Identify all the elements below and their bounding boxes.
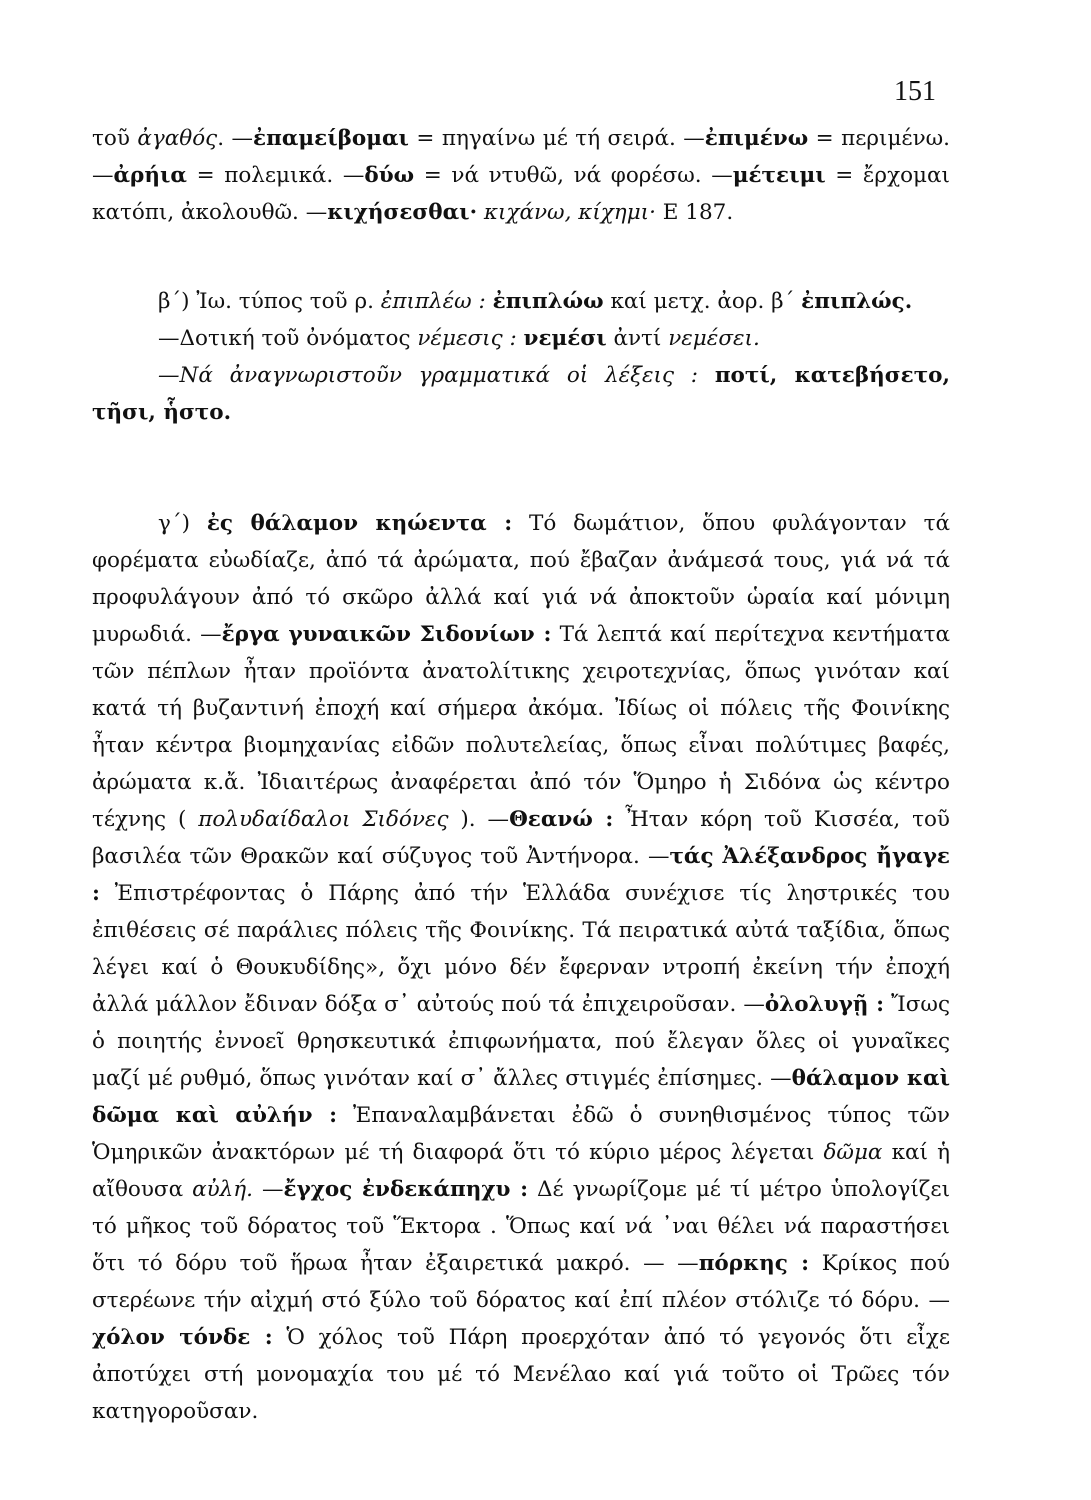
headword: ἀρήια [113,163,187,188]
glossary-section-gamma [92,505,950,1430]
text-run: β΄) Ἰω. τύπος τοῦ ρ. [158,289,381,314]
headword: ποτί, κατεβήσετο, τῆσι, ἧστο. [92,363,950,425]
text-run: γ΄) [158,511,207,536]
headword: πόρκης : [698,1251,810,1276]
italic-term: ἐπιπλέω : [380,289,486,314]
text-run: = νά ντυθῶ, νά φορέσω. — [414,163,733,188]
italic-term: πολυδαίδαλοι Σιδόνες [198,807,449,832]
headword: ἔργα γυναικῶν Σιδονίων : [221,622,552,647]
italic-term: κιχάνω, κίχημι· [483,200,656,225]
text-run: Ε 187. [655,200,734,225]
headword: τάς Ἀλέξανδρος ἤγαγε : [92,844,950,906]
text-run: ). — [448,807,510,832]
text-run: Ὁ χόλος τοῦ Πάρη προερχόταν ἀπό τό γεγονός ὅτι εἶχε ἀποτύχει στή μονομαχία του μέ τό Μενέλαο καί γιά τοῦτο οἱ Τρῶες τόν κατηγοροῦσαν. [92,1325,951,1424]
headword: θάλαμον καὶ δῶμα καὶ αὐλήν : [92,1066,950,1128]
headword: ἐπιμένω [704,126,809,151]
headword: κιχήσεσθαι· [327,200,478,225]
text-run: Ἦταν κόρη τοῦ Κισσέα, τοῦ βασιλέα τῶν Θρακῶν καί σύζυγος τοῦ Ἀντήνορα. — [92,807,951,869]
headword: ἐπιπλώς. [801,289,913,314]
glossary-paragraph-1 [92,120,950,231]
glossary-line [92,320,950,357]
headword: χόλον τόνδε : [92,1325,273,1350]
glossary-text [92,505,950,1430]
text-run: Τό δωμάτιον, ὅπου φυλάγονταν τά φορέματα εὐωδίαζε, ἀπό τά ἀρώματα, πού ἔβαζαν ἀνάμεσά τους, γιά νά τά προφυλάγουν ἀπό τό σκῶρο ἀλλά καί γιά νά ἀποκτοῦν ὡραία καί μόνιμη μυρωδιά. — [92,511,950,647]
text-run: Ἴσως ὁ ποιητής ἐννοεῖ θρησκευτικά ἐπιφωνήματα, πού ἔλεγαν ὅλες οἱ γυναῖκες μαζί μέ ρυθμό, ὅπως γινόταν καί σ᾽ ἄλλες στιγμές ἐπίσημες. — [92,992,950,1091]
headword: Θεανώ : [509,807,614,832]
text-run: Ἐπιστρέφοντας ὁ Πάρης ἀπό τήν Ἑλλάδα συνέχισε τίς ληστρικές του ἐπιθέσεις σέ παράλιες πόλεις τῆς Φοινίκης. Τά πειρατικά αὐτά ταξίδια, ὅπως λέγει καί ὁ Θουκυδίδης», ὄχι μόνο δέν ἔφερναν ντροπή ἐκείνη τήν ἐποχή ἀλλά μάλλον ἔδιναν δόξα σ᾽ αὐτούς πού τά ἐπιχειροῦσαν. — [92,881,950,1017]
text-run: Ἐπαναλαμβάνεται ἐδῶ ὁ συνηθισμένος τύπος τῶν Ὁμηρικῶν ἀνακτόρων μέ τή διαφορά ὅτι τό κύριο μέρος λέγεται [92,1103,950,1165]
text-run: Κρίκος πού στερέωνε τήν αἰχμή στό ξύλο τοῦ δόρατος καί ἐπί πλέον στόλιζε τό δόρυ. — [92,1251,950,1313]
italic-term: νεμέσει. [668,326,760,351]
page-number: 151 [894,76,936,107]
text-run: Δέ γνωρίζομε μέ τί μέτρο ὑπολογίζει τό μῆκος τοῦ δόρατος τοῦ Ἕκτορα . Ὅπως καί νά ᾽ναι θέλει νά παραστήσει ὅτι τό δόρυ τοῦ ἥρωα ἦταν ἐξαιρετικά μακρό. — — [92,1177,950,1276]
italic-term: δῶμα [823,1140,883,1165]
text-run: Τά λεπτά καί περίτεχνα κεντήματα τῶν πέπλων ἦταν προϊόντα ἀνατολίτικης χειροτεχνίας, ὅπως γινόταν καί κατά τή βυζαντινή ἐποχή καί σήμερα ἀκόμα. Ἰδίως οἱ πόλεις τῆς Φοινίκης ἦταν κέντρα βιομηχανίας εἰδῶν πολυτελείας, ὅπως εἶναι πολύτιμες βαφές, ἀρώματα κ.ἄ. Ἰδιαιτέρως ἀναφέρεται ἀπό τόν Ὅμηρο ἡ Σιδόνα ὡς κέντρο τέχνης ( [92,622,950,832]
glossary-line [92,357,950,431]
text-run: ἀντί [606,326,669,351]
text-run: = περιμένω. — [92,126,951,188]
text-run: καί ἡ αἴθουσα [92,1140,951,1202]
text-run [698,363,715,388]
headword: δύω [364,163,415,188]
headword: ἐπαμείβομαι [253,126,409,151]
text-run [517,326,524,351]
glossary-line [92,283,950,320]
text-run [486,289,493,314]
italic-term: —Νά ἀναγνωριστοῦν γραμματικά οἱ λέξεις : [158,363,699,388]
glossary-section-beta [92,283,950,431]
text-run: . — [217,126,254,151]
text-run: — [253,1177,284,1202]
headword: μέτειμι [732,163,826,188]
text-run [477,200,484,225]
glossary-text [92,120,950,231]
italic-term: ἀγαθός [137,126,218,151]
headword: ἐπιπλώω [492,289,604,314]
text-run: = πολεμικά. — [186,163,365,188]
text-run: καί μετχ. ἀορ. β΄ [603,289,802,314]
text-run: τοῦ [92,126,138,151]
headword: ἐς θάλαμον κηώεντα : [206,511,513,536]
text-run: = πηγαίνω μέ τή σειρά. — [408,126,705,151]
text-run: = ἔρχομαι κατόπι, ἀκολουθῶ. — [92,163,950,225]
italic-term: αὐλή. [192,1177,254,1202]
headword: νεμέσι [523,326,607,351]
headword: ὀλολυγῇ : [764,992,885,1017]
italic-term: νέμεσις : [417,326,517,351]
text-run: —Δοτική τοῦ ὀνόματος [158,326,418,351]
headword: ἔγχος ἐνδεκάπηχυ : [283,1177,529,1202]
